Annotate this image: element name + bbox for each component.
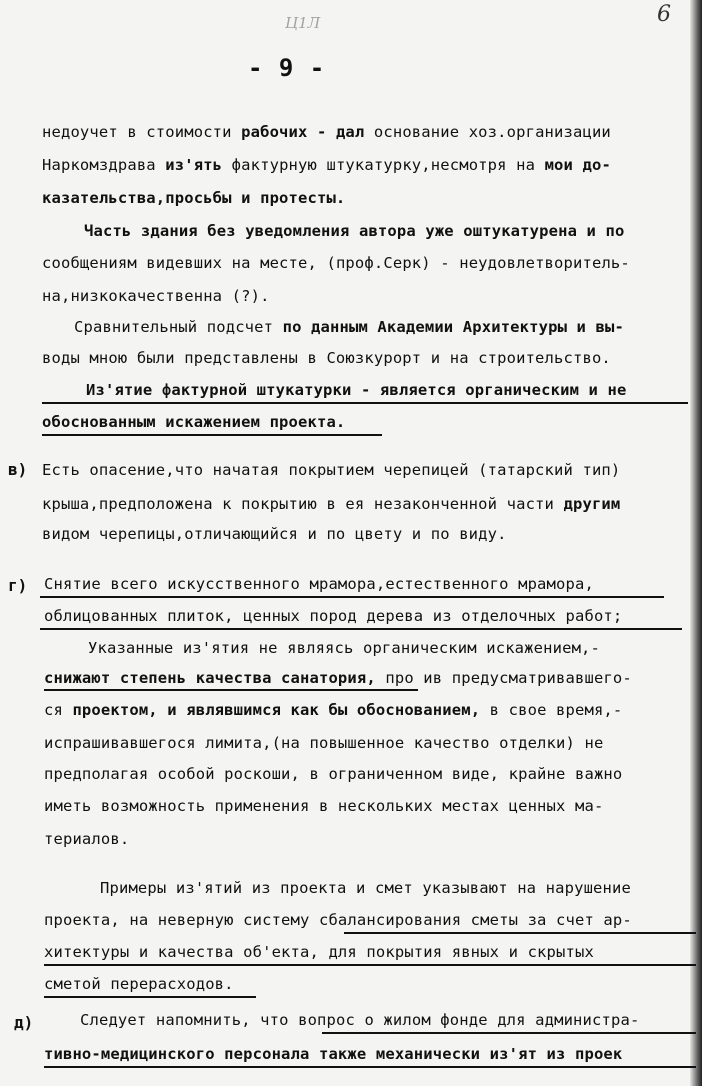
- text-line: испрашивавшегося лимита,(на повышенное качество отделки) не: [44, 734, 604, 752]
- text-line: Снятие всего искусственного мрамора,естественного мрамора,: [44, 575, 594, 593]
- underline: [344, 932, 696, 934]
- text-line: казательства,просьбы и протесты.: [42, 189, 346, 207]
- text-line: Следует напомнить, что вопрос о жилом фонде для администра-: [80, 1011, 640, 1029]
- underline: [44, 964, 696, 966]
- text-line: ся проектом, и являвшимся как бы обоснованием, в свое время,-: [44, 701, 623, 719]
- page-number: - 9 -: [248, 54, 326, 82]
- text-line: Сравнительный подсчет по данным Академии Архитектуры и вы-: [74, 318, 624, 336]
- underline: [42, 402, 688, 404]
- text-line: обоснованным искажением проекта.: [42, 413, 346, 431]
- text-line: облицованных плиток, ценных пород дерева из отделочных работ;: [44, 607, 623, 625]
- underline: [44, 996, 256, 998]
- text-line: воды мною были представлены в Союзкурорт и на строительство.: [42, 349, 611, 367]
- text-line: Указанные из'ятия не являясь органическим искажением,-: [88, 639, 601, 657]
- text-line: териалов.: [44, 830, 130, 848]
- text-line: Часть здания без уведомления автора уже оштукатурена и по: [84, 222, 625, 240]
- text-line: Есть опасение,что начатая покрытием черепицей (татарский тип): [42, 461, 621, 479]
- text-line: снижают степень качества санатория, про ив предусматривавшего-: [44, 669, 632, 687]
- text-line: Примеры из'ятий из проекта и смет указывают на нарушение: [100, 879, 631, 897]
- text-line: тивно-медицинского персонала также механически из'ят из проек: [44, 1045, 623, 1063]
- underline: [40, 596, 664, 598]
- text-line: крыша,предположена к покрытию в ея незаконченной части другим: [42, 495, 621, 513]
- text-line: хитектуры и качества об'екта, для покрытия явных и скрытых: [44, 943, 594, 961]
- text-line: предполагая особой роскоши, в ограниченном виде, крайне важно: [44, 765, 623, 783]
- text-line: Наркомздрава из'ять фактурную штукатурку,несмотря на мои до-: [42, 156, 611, 174]
- text-line: сметой перерасходов.: [44, 975, 234, 993]
- underline: [322, 1032, 696, 1034]
- underline: [44, 1066, 696, 1068]
- faint-scribble: Ц1Л: [285, 14, 321, 32]
- page-edge-shadow: [690, 0, 702, 1086]
- text-line: на,низкокачественна (?).: [42, 287, 270, 305]
- list-marker: в): [8, 460, 28, 479]
- text-line: недоучет в стоимости рабочих - дал основание хоз.организации: [42, 123, 611, 141]
- text-line: Из'ятие фактурной штукатурки - является органическим и не: [86, 381, 627, 399]
- underline: [40, 628, 682, 630]
- underline: [44, 689, 418, 691]
- text-line: видом черепицы,отличающийся и по цвету и по виду.: [42, 525, 507, 543]
- list-marker: д): [14, 1013, 34, 1032]
- text-line: проекта, на неверную систему сбалансирования сметы за счет ар-: [44, 911, 632, 929]
- text-line: сообщениям видевших на месте, (проф.Серк) - неудовлетворитель-: [42, 254, 630, 272]
- underline: [42, 434, 382, 436]
- list-marker: г): [8, 576, 28, 595]
- handwritten-page-mark: 6: [657, 2, 671, 27]
- text-line: иметь возможность применения в нескольких местах ценных ма-: [44, 797, 604, 815]
